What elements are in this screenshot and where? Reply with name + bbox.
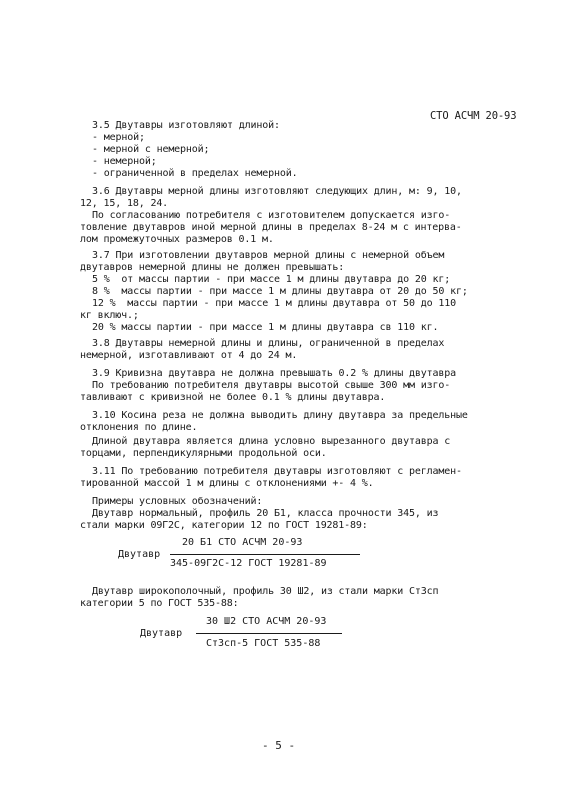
fraction-line	[196, 633, 342, 634]
text-line: товление двутавров иной мерной длины в пределах 8-24 м с интерва-	[80, 222, 462, 233]
designation-numerator: 20 Б1 СТО АСЧМ 20-93	[182, 537, 303, 548]
text-line: 3.5 Двутавры изготовляют длиной:	[92, 120, 280, 131]
text-line: - мерной с немерной;	[92, 144, 210, 155]
text-line: немерной, изготавливают от 4 до 24 м.	[80, 350, 298, 361]
text-line: По согласованию потребителя с изготовителем допускается изго-	[92, 210, 451, 221]
text-line: 3.11 По требованию потребителя двутавры изготовляют с регламен-	[92, 466, 462, 477]
text-line: 3.8 Двутавры немерной длины и длины, ограниченной в пределах	[92, 338, 445, 349]
text-line: лом промежуточных размеров 0.1 м.	[80, 234, 274, 245]
text-line: отклонения по длине.	[80, 422, 198, 433]
text-line: Двутавр широкополочный, профиль 30 Ш2, из стали марки Ст3сп	[92, 586, 439, 597]
designation-numerator: 30 Ш2 СТО АСЧМ 20-93	[206, 616, 327, 627]
text-line: 12, 15, 18, 24.	[80, 198, 169, 209]
designation-denominator: Ст3сп-5 ГОСТ 535-88	[206, 638, 321, 649]
text-line: 3.9 Кривизна двутавра не должна превышать 0.2 % длины двутавра	[92, 368, 456, 379]
text-line: - ограниченной в пределах немерной.	[92, 168, 298, 179]
page-number: - 5 -	[262, 739, 296, 752]
text-line: - мерной;	[92, 132, 145, 143]
text-line: 20 % массы партии - при массе 1 м длины двутавра св 110 кг.	[92, 322, 439, 333]
text-line: - немерной;	[92, 156, 157, 167]
text-line: торцами, перпендикулярными продольной оси.	[80, 448, 327, 459]
text-line: тавливают с кривизной не более 0.1 % длины двутавра.	[80, 392, 386, 403]
text-line: 3.7 При изготовлении двутавров мерной длины с немерной объем	[92, 250, 445, 261]
text-line: двутавров немерной длины не должен превышать:	[80, 262, 345, 273]
designation-label: Двутавр	[118, 549, 161, 560]
text-line: 3.10 Косина реза не должна выводить длину двутавра за предельные	[92, 410, 468, 421]
text-line: По требованию потребителя двутавры высотой свыше 300 мм изго-	[92, 380, 451, 391]
text-line: Двутавр нормальный, профиль 20 Б1, класса прочности 345, из	[92, 508, 439, 519]
text-line: 3.6 Двутавры мерной длины изготовляют следующих длин, м: 9, 10,	[92, 186, 462, 197]
fraction-line	[170, 554, 360, 555]
text-line: Длиной двутавра является длина условно вырезанного двутавра с	[92, 436, 451, 447]
text-line: 5 % от массы партии - при массе 1 м длины двутавра до 20 кг;	[92, 274, 451, 285]
doc-code-header: СТО АСЧМ 20-93	[430, 110, 517, 122]
text-line: тированной массой 1 м длины с отклонениями +- 4 %.	[80, 478, 374, 489]
text-line: кг включ.;	[80, 310, 139, 321]
designation-label: Двутавр	[140, 628, 183, 639]
designation-denominator: 345-09Г2С-12 ГОСТ 19281-89	[170, 558, 327, 569]
text-line: стали марки 09Г2С, категории 12 по ГОСТ 19281-89:	[80, 520, 368, 531]
text-line: Примеры условных обозначений:	[92, 496, 263, 507]
text-line: категории 5 по ГОСТ 535-88:	[80, 598, 239, 609]
text-line: 8 % массы партии - при массе 1 м длины двутавра от 20 до 50 кг;	[92, 286, 468, 297]
text-line: 12 % массы партии - при массе 1 м длины двутавра от 50 до 110	[92, 298, 456, 309]
